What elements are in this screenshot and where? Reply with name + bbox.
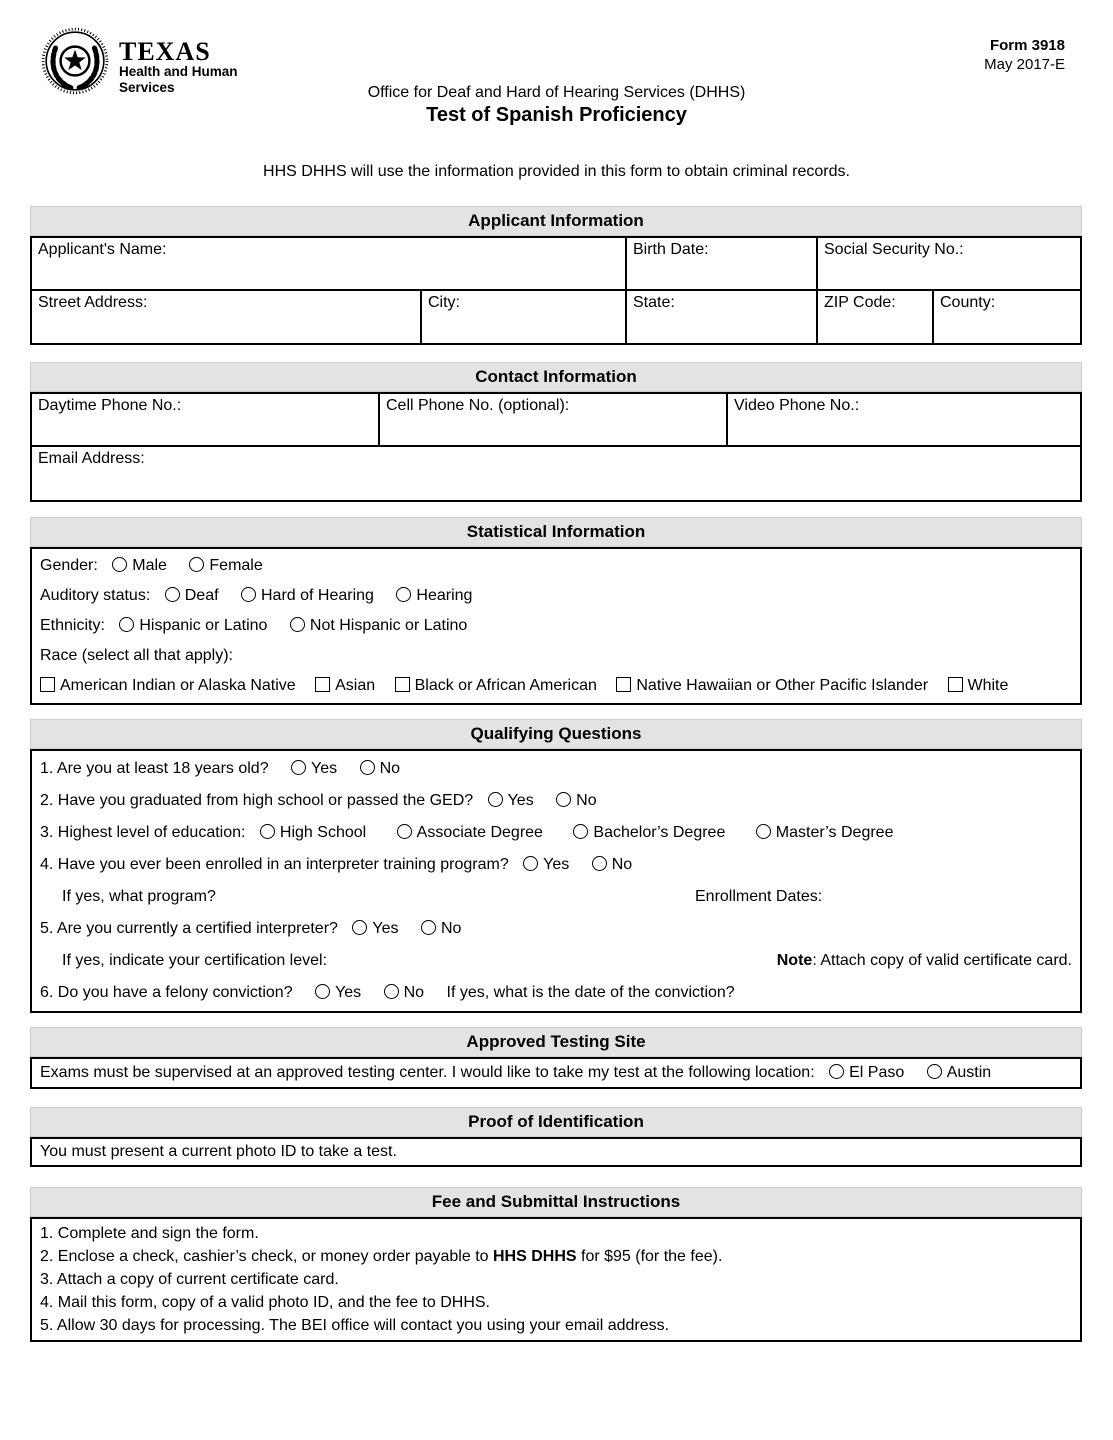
checkbox-icon[interactable] — [40, 677, 55, 692]
city-label: City: — [428, 294, 460, 311]
checkbox-race-native-hawaiian[interactable]: Native Hawaiian or Other Pacific Islander — [616, 671, 928, 701]
checkbox-icon[interactable] — [395, 677, 410, 692]
radio-ethnicity-not-hispanic[interactable]: Not Hispanic or Latino — [290, 611, 467, 641]
radio-q3-associate-degree[interactable]: Associate Degree — [397, 817, 543, 849]
radio-q4-yes[interactable]: Yes — [523, 849, 569, 881]
ssn-field[interactable] — [818, 238, 1080, 289]
logo-subtitle-1: Health and Human — [119, 64, 238, 79]
radio-auditory-hearing[interactable]: Hearing — [396, 581, 472, 611]
question-4-text: 4. Have you ever been enrolled in an interpreter training program? — [40, 856, 509, 873]
city-field[interactable] — [422, 291, 627, 343]
checkbox-race-white[interactable]: White — [948, 671, 1009, 701]
birth-date-label: Birth Date: — [633, 241, 709, 258]
radio-icon[interactable] — [488, 792, 503, 807]
email-address-field[interactable] — [32, 447, 1080, 500]
question-3 — [40, 817, 1072, 849]
radio-icon[interactable] — [241, 587, 256, 602]
daytime-phone-label: Daytime Phone No.: — [38, 397, 182, 414]
applicants-name-label: Applicant's Name: — [38, 241, 167, 258]
radio-icon[interactable] — [352, 920, 367, 935]
radio-q4-no[interactable]: No — [592, 849, 632, 881]
question-4-followup[interactable] — [40, 881, 1072, 913]
radio-icon[interactable] — [592, 856, 607, 871]
county-field[interactable] — [934, 291, 1080, 343]
question-2-text: 2. Have you graduated from high school or passed the GED? — [40, 792, 474, 809]
section-header-fee-instructions: Fee and Submittal Instructions — [30, 1187, 1082, 1217]
q5-certification-level-label: If yes, indicate your certification level: — [62, 952, 328, 969]
form-revision: May 2017-E — [984, 56, 1065, 73]
fee-item-1: 1. Complete and sign the form. — [40, 1225, 259, 1242]
radio-icon[interactable] — [829, 1064, 844, 1079]
qualifying-box — [30, 749, 1082, 1013]
section-header-proof-of-identification: Proof of Identification — [30, 1107, 1082, 1137]
race-label-row — [40, 641, 1072, 671]
email-address-label: Email Address: — [38, 450, 145, 467]
page-title: Test of Spanish Proficiency — [426, 104, 687, 126]
checkbox-icon[interactable] — [616, 677, 631, 692]
radio-gender-female[interactable]: Female — [189, 551, 262, 581]
radio-auditory-hard-of-hearing[interactable]: Hard of Hearing — [241, 581, 374, 611]
radio-ethnicity-hispanic[interactable]: Hispanic or Latino — [119, 611, 267, 641]
form-number: Form 3918 — [989, 37, 1065, 54]
radio-q5-yes[interactable]: Yes — [352, 913, 398, 945]
radio-icon[interactable] — [260, 824, 275, 839]
q6-conviction-date-label[interactable]: If yes, what is the date of the conviction? — [446, 984, 735, 1001]
radio-icon[interactable] — [291, 760, 306, 775]
radio-q2-no[interactable]: No — [556, 785, 596, 817]
privacy-notice: HHS DHHS will use the information provided in this form to obtain criminal records. — [263, 163, 850, 180]
cell-phone-label: Cell Phone No. (optional): — [386, 397, 570, 414]
gender-row — [40, 551, 1072, 581]
radio-auditory-deaf[interactable]: Deaf — [165, 581, 219, 611]
checkbox-icon[interactable] — [948, 677, 963, 692]
checkbox-race-american-indian[interactable]: American Indian or Alaska Native — [40, 671, 296, 701]
fee-item-2: 2. Enclose a check, cashier’s check, or money order payable to HHS DHHS for $95 (for the fee). — [40, 1248, 723, 1265]
radio-icon[interactable] — [421, 920, 436, 935]
q4-enrollment-dates-label[interactable]: Enrollment Dates: — [695, 888, 823, 905]
question-5 — [40, 913, 1072, 945]
radio-icon[interactable] — [315, 984, 330, 999]
question-6-text: 6. Do you have a felony conviction? — [40, 984, 293, 1001]
radio-q3-masters-degree[interactable]: Master’s Degree — [756, 817, 894, 849]
zip-code-field[interactable] — [818, 291, 934, 343]
zip-code-label: ZIP Code: — [824, 294, 896, 311]
contact-table — [30, 392, 1082, 502]
radio-icon[interactable] — [927, 1064, 942, 1079]
gender-label: Gender: — [40, 557, 98, 574]
video-phone-label: Video Phone No.: — [734, 397, 860, 414]
fee-item-5: 5. Allow 30 days for processing. The BEI office will contact you using your email address. — [40, 1317, 670, 1334]
radio-q3-bachelors-degree[interactable]: Bachelor’s Degree — [573, 817, 725, 849]
testing-site-row — [40, 1061, 1072, 1085]
question-1-text: 1. Are you at least 18 years old? — [40, 760, 269, 777]
q5-note: Note: Attach copy of valid certificate card. — [776, 952, 1072, 969]
section-header-applicant-information: Applicant Information — [30, 206, 1082, 236]
radio-icon[interactable] — [360, 760, 375, 775]
question-5-text: 5. Are you currently a certified interpreter? — [40, 920, 338, 937]
office-name: Office for Deaf and Hard of Hearing Services (DHHS) — [367, 84, 746, 101]
form-meta — [984, 36, 1065, 74]
radio-icon[interactable] — [290, 617, 305, 632]
testing-site-text: Exams must be supervised at an approved testing center. I would like to take my test at the following location: — [40, 1064, 815, 1081]
texas-hhs-seal-icon — [40, 26, 110, 96]
section-header-approved-testing-site: Approved Testing Site — [30, 1027, 1082, 1057]
logo-state-name: TEXAS — [119, 37, 211, 66]
question-2 — [40, 785, 1072, 817]
radio-icon[interactable] — [112, 557, 127, 572]
birth-date-field[interactable] — [627, 238, 818, 289]
applicant-table — [30, 236, 1082, 345]
fee-item-4: 4. Mail this form, copy of a valid photo ID, and the fee to DHHS. — [40, 1294, 490, 1311]
section-header-statistical-information: Statistical Information — [30, 517, 1082, 547]
radio-icon[interactable] — [556, 792, 571, 807]
fee-box — [30, 1217, 1082, 1342]
fee-item-3: 3. Attach a copy of current certificate card. — [40, 1271, 339, 1288]
video-phone-field[interactable] — [728, 394, 1080, 445]
ssn-label: Social Security No.: — [824, 241, 964, 258]
checkbox-race-asian[interactable]: Asian — [315, 671, 375, 701]
radio-icon[interactable] — [396, 587, 411, 602]
logo-wordmark — [119, 26, 238, 96]
state-field[interactable] — [627, 291, 818, 343]
question-6 — [40, 977, 1072, 1009]
section-header-qualifying-questions: Qualifying Questions — [30, 719, 1082, 749]
radio-q3-high-school[interactable]: High School — [260, 817, 366, 849]
proof-text: You must present a current photo ID to take a test. — [40, 1143, 397, 1160]
texas-hhs-logo — [40, 26, 238, 96]
question-4 — [40, 849, 1072, 881]
radio-q6-yes[interactable]: Yes — [315, 977, 361, 1009]
radio-icon[interactable] — [189, 557, 204, 572]
radio-icon[interactable] — [523, 856, 538, 871]
checkbox-race-black[interactable]: Black or African American — [395, 671, 597, 701]
radio-icon[interactable] — [384, 984, 399, 999]
race-label: Race (select all that apply): — [40, 647, 233, 664]
radio-icon[interactable] — [165, 587, 180, 602]
applicants-name-field[interactable] — [32, 238, 627, 289]
question-1 — [40, 753, 1072, 785]
cell-phone-field[interactable] — [380, 394, 728, 445]
q4-program-label: If yes, what program? — [62, 888, 216, 905]
statistical-box — [30, 547, 1082, 705]
state-label: State: — [633, 294, 675, 311]
street-address-field[interactable] — [32, 291, 422, 343]
radio-icon[interactable] — [397, 824, 412, 839]
street-address-label: Street Address: — [38, 294, 148, 311]
radio-q1-yes[interactable]: Yes — [291, 753, 337, 785]
radio-icon[interactable] — [119, 617, 134, 632]
auditory-status-row — [40, 581, 1072, 611]
proof-box — [30, 1137, 1082, 1167]
daytime-phone-field[interactable] — [32, 394, 380, 445]
radio-site-el-paso[interactable]: El Paso — [829, 1061, 904, 1085]
radio-icon[interactable] — [573, 824, 588, 839]
county-label: County: — [940, 294, 996, 311]
radio-q5-no[interactable]: No — [421, 913, 461, 945]
radio-icon[interactable] — [756, 824, 771, 839]
radio-q6-no[interactable]: No — [384, 977, 424, 1009]
testing-site-box — [30, 1057, 1082, 1089]
radio-q1-no[interactable]: No — [360, 753, 400, 785]
section-header-contact-information: Contact Information — [30, 362, 1082, 392]
auditory-status-label: Auditory status: — [40, 587, 151, 604]
ethnicity-row — [40, 611, 1072, 641]
checkbox-icon[interactable] — [315, 677, 330, 692]
radio-q2-yes[interactable]: Yes — [488, 785, 534, 817]
radio-site-austin[interactable]: Austin — [927, 1061, 991, 1085]
question-5-followup[interactable] — [40, 945, 1072, 977]
race-options-row — [40, 671, 1072, 701]
ethnicity-label: Ethnicity: — [40, 617, 105, 634]
radio-gender-male[interactable]: Male — [112, 551, 167, 581]
question-3-text: 3. Highest level of education: — [40, 824, 246, 841]
logo-subtitle-2: Services — [119, 80, 175, 95]
